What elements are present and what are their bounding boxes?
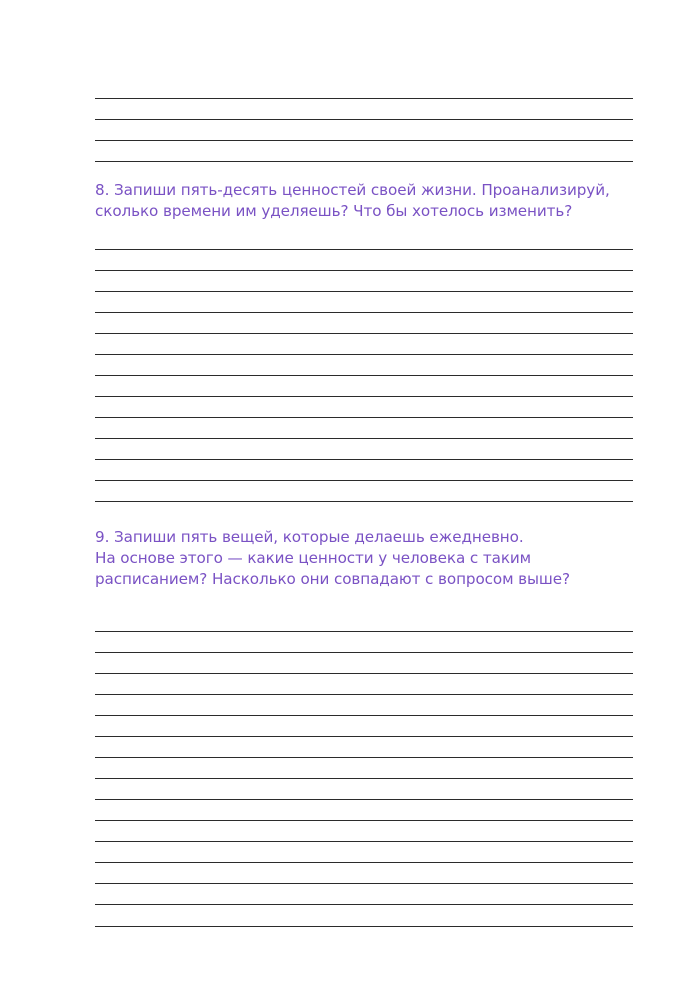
answer-line[interactable] [95,862,633,863]
answer-line[interactable] [95,715,633,716]
answer-line[interactable] [95,926,633,927]
answer-line[interactable] [95,694,633,695]
answer-line[interactable] [95,736,633,737]
answer-line[interactable] [95,459,633,460]
question-8 [95,180,640,222]
answer-line[interactable] [95,140,633,141]
question-9 [95,527,640,590]
answer-line[interactable] [95,354,633,355]
answer-line[interactable] [95,501,633,502]
answer-line[interactable] [95,396,633,397]
answer-line[interactable] [95,673,633,674]
answer-line[interactable] [95,417,633,418]
answer-line[interactable] [95,98,633,99]
answer-line[interactable] [95,375,633,376]
answer-line[interactable] [95,778,633,779]
question-9-line: 9. Запиши пять вещей, которые делаешь ежедневно. [95,528,524,546]
answer-line[interactable] [95,631,633,632]
answer-line[interactable] [95,249,633,250]
answer-line[interactable] [95,333,633,334]
question-8-line: сколько времени им уделяешь? Что бы хотелось изменить? [95,202,573,220]
answer-line[interactable] [95,480,633,481]
answer-line[interactable] [95,820,633,821]
answer-line[interactable] [95,270,633,271]
answer-line[interactable] [95,841,633,842]
answer-line[interactable] [95,883,633,884]
answer-line[interactable] [95,438,633,439]
answer-line[interactable] [95,904,633,905]
question-9-line: На основе этого — какие ценности у человека с таким [95,549,532,567]
answer-line[interactable] [95,652,633,653]
answer-line[interactable] [95,312,633,313]
answer-line[interactable] [95,799,633,800]
answer-line[interactable] [95,119,633,120]
question-9-line: расписанием? Насколько они совпадают с вопросом выше? [95,570,570,588]
answer-line[interactable] [95,161,633,162]
answer-line[interactable] [95,757,633,758]
question-8-line: 8. Запиши пять-десять ценностей своей жизни. Проанализируй, [95,181,610,199]
answer-line[interactable] [95,291,633,292]
